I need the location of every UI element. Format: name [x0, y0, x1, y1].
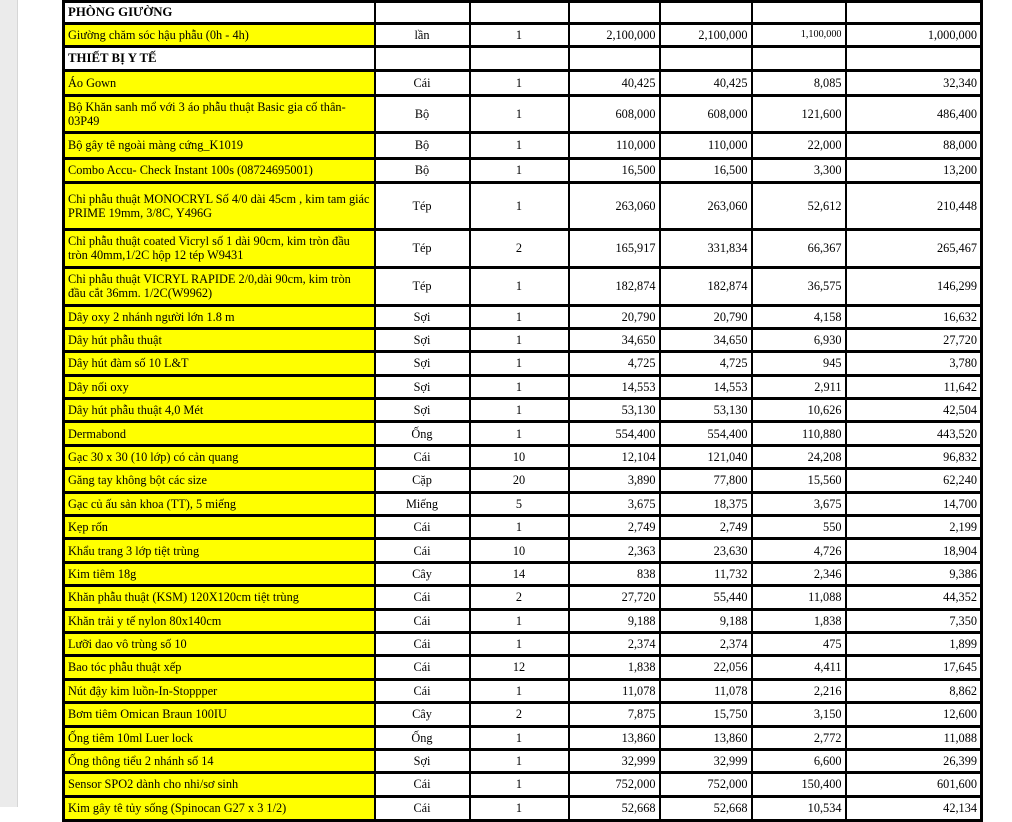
unit-price-cell: 20,790 [569, 305, 660, 328]
price-col-3-cell: 6,600 [752, 749, 846, 772]
unit-cell [375, 2, 470, 24]
unit-cell: Cái [375, 539, 470, 562]
price-col-4-cell: 13,200 [846, 158, 982, 183]
item-name-cell: Chỉ phẫu thuật VICRYL RAPIDE 2/0,dài 90cm, kim tròn đầu cắt 36mm. 1/2C(W9962) [64, 267, 375, 305]
unit-cell: Ống [375, 726, 470, 749]
price-col-4-cell: 14,700 [846, 492, 982, 515]
amount-cell: 608,000 [660, 96, 752, 133]
item-name-cell: Giường chăm sóc hậu phẫu (0h - 4h) [64, 23, 375, 47]
amount-cell: 2,100,000 [660, 23, 752, 47]
unit-cell: Cái [375, 679, 470, 702]
unit-price-cell: 3,890 [569, 469, 660, 492]
table-row [64, 399, 982, 422]
table-row [64, 96, 982, 133]
qty-cell: 1 [470, 183, 569, 230]
item-name-cell: Kim gây tê tủy sống (Spinocan G27 x 3 1/2) [64, 796, 375, 820]
qty-cell: 1 [470, 516, 569, 539]
price-col-4-cell: 146,299 [846, 267, 982, 305]
item-name-cell: Găng tay không bột các size [64, 469, 375, 492]
table-row [64, 23, 982, 47]
table-row [64, 445, 982, 468]
unit-price-cell: 14,553 [569, 375, 660, 398]
qty-cell: 5 [470, 492, 569, 515]
table-row [64, 726, 982, 749]
table-row [64, 71, 982, 96]
table-row [64, 375, 982, 398]
qty-cell: 1 [470, 352, 569, 375]
unit-price-cell: 53,130 [569, 399, 660, 422]
section-row [64, 2, 982, 24]
price-col-4-cell: 27,720 [846, 328, 982, 351]
item-name-cell: Dây hút đàm số 10 L&T [64, 352, 375, 375]
price-col-4-cell: 16,632 [846, 305, 982, 328]
unit-price-cell: 110,000 [569, 133, 660, 159]
table-row [64, 632, 982, 655]
amount-cell [660, 2, 752, 24]
amount-cell: 263,060 [660, 183, 752, 230]
unit-cell: Sợi [375, 305, 470, 328]
item-name-cell: Gạc củ ấu sản khoa (TT), 5 miếng [64, 492, 375, 515]
price-col-4-cell: 1,000,000 [846, 23, 982, 47]
amount-cell: 182,874 [660, 267, 752, 305]
unit-cell: lần [375, 23, 470, 47]
table-row [64, 230, 982, 268]
unit-price-cell: 4,725 [569, 352, 660, 375]
amount-cell: 55,440 [660, 586, 752, 609]
amount-cell: 110,000 [660, 133, 752, 159]
price-col-3-cell: 3,675 [752, 492, 846, 515]
amount-cell: 11,078 [660, 679, 752, 702]
price-col-3-cell: 2,772 [752, 726, 846, 749]
qty-cell: 1 [470, 749, 569, 772]
item-name-cell: Combo Accu- Check Instant 100s (08724695001) [64, 158, 375, 183]
amount-cell: 15,750 [660, 703, 752, 726]
qty-cell [470, 47, 569, 71]
table-row [64, 562, 982, 585]
price-col-3-cell: 150,400 [752, 773, 846, 796]
price-col-3-cell: 3,300 [752, 158, 846, 183]
qty-cell: 1 [470, 796, 569, 820]
qty-cell: 1 [470, 773, 569, 796]
amount-cell: 77,800 [660, 469, 752, 492]
price-col-3-cell: 15,560 [752, 469, 846, 492]
amount-cell: 13,860 [660, 726, 752, 749]
qty-cell: 2 [470, 703, 569, 726]
item-name-cell: Dây nối oxy [64, 375, 375, 398]
unit-cell: Cái [375, 516, 470, 539]
unit-price-cell: 1,838 [569, 656, 660, 679]
item-name-cell: Gạc 30 x 30 (10 lớp) có cản quang [64, 445, 375, 468]
unit-price-cell: 52,668 [569, 796, 660, 820]
price-col-3-cell: 2,346 [752, 562, 846, 585]
amount-cell: 18,375 [660, 492, 752, 515]
item-name-cell: Khăn trải y tế nylon 80x140cm [64, 609, 375, 632]
price-col-4-cell [846, 47, 982, 71]
unit-price-cell: 2,100,000 [569, 23, 660, 47]
qty-cell: 1 [470, 23, 569, 47]
price-col-4-cell: 8,862 [846, 679, 982, 702]
table-row [64, 469, 982, 492]
qty-cell: 1 [470, 632, 569, 655]
price-col-3-cell: 2,216 [752, 679, 846, 702]
unit-cell: Ống [375, 422, 470, 445]
section-title-cell: THIẾT BỊ Y TẾ [64, 47, 375, 71]
price-col-3-cell: 4,726 [752, 539, 846, 562]
unit-price-cell: 3,675 [569, 492, 660, 515]
unit-cell: Tép [375, 183, 470, 230]
billing-table [62, 0, 983, 822]
qty-cell: 1 [470, 399, 569, 422]
price-col-4-cell: 265,467 [846, 230, 982, 268]
item-name-cell: Khăn phẫu thuật (KSM) 120X120cm tiệt trùng [64, 586, 375, 609]
price-col-4-cell: 12,600 [846, 703, 982, 726]
unit-cell: Bộ [375, 158, 470, 183]
price-col-4-cell: 44,352 [846, 586, 982, 609]
qty-cell: 1 [470, 726, 569, 749]
qty-cell: 1 [470, 96, 569, 133]
unit-price-cell [569, 2, 660, 24]
price-col-4-cell: 1,899 [846, 632, 982, 655]
price-col-3-cell: 1,838 [752, 609, 846, 632]
item-name-cell: Ống thông tiểu 2 nhánh số 14 [64, 749, 375, 772]
amount-cell: 2,374 [660, 632, 752, 655]
price-col-3-cell: 110,880 [752, 422, 846, 445]
qty-cell: 1 [470, 679, 569, 702]
amount-cell: 52,668 [660, 796, 752, 820]
unit-price-cell: 165,917 [569, 230, 660, 268]
price-col-3-cell: 6,930 [752, 328, 846, 351]
amount-cell: 11,732 [660, 562, 752, 585]
item-name-cell: Bao tóc phẫu thuật xếp [64, 656, 375, 679]
unit-price-cell: 2,363 [569, 539, 660, 562]
item-name-cell: Chỉ phẫu thuật coated Vicryl số 1 dài 90cm, kim tròn đầu tròn 40mm,1/2C hộp 12 tép W9431 [64, 230, 375, 268]
price-col-4-cell: 26,399 [846, 749, 982, 772]
table-row [64, 158, 982, 183]
price-col-4-cell: 42,504 [846, 399, 982, 422]
unit-cell: Miếng [375, 492, 470, 515]
price-col-4-cell: 18,904 [846, 539, 982, 562]
price-col-4-cell: 486,400 [846, 96, 982, 133]
price-col-4-cell: 62,240 [846, 469, 982, 492]
unit-price-cell: 7,875 [569, 703, 660, 726]
unit-cell: Cái [375, 796, 470, 820]
price-col-3-cell: 2,911 [752, 375, 846, 398]
price-col-3-cell: 4,158 [752, 305, 846, 328]
unit-price-cell: 608,000 [569, 96, 660, 133]
unit-cell: Tép [375, 267, 470, 305]
qty-cell: 2 [470, 586, 569, 609]
unit-price-cell [569, 47, 660, 71]
unit-cell: Cái [375, 773, 470, 796]
qty-cell: 14 [470, 562, 569, 585]
amount-cell: 331,834 [660, 230, 752, 268]
item-name-cell: Dây oxy 2 nhánh người lớn 1.8 m [64, 305, 375, 328]
table-row [64, 183, 982, 230]
price-col-4-cell: 96,832 [846, 445, 982, 468]
price-col-3-cell: 52,612 [752, 183, 846, 230]
table-row [64, 773, 982, 796]
unit-price-cell: 40,425 [569, 71, 660, 96]
unit-price-cell: 182,874 [569, 267, 660, 305]
price-col-3-cell: 24,208 [752, 445, 846, 468]
table-row [64, 539, 982, 562]
amount-cell: 34,650 [660, 328, 752, 351]
amount-cell: 40,425 [660, 71, 752, 96]
table-row [64, 656, 982, 679]
item-name-cell: Dây hút phẫu thuật 4,0 Mét [64, 399, 375, 422]
item-name-cell: Áo Gown [64, 71, 375, 96]
unit-price-cell: 9,188 [569, 609, 660, 632]
unit-price-cell: 263,060 [569, 183, 660, 230]
unit-cell: Sợi [375, 749, 470, 772]
amount-cell [660, 47, 752, 71]
amount-cell: 16,500 [660, 158, 752, 183]
qty-cell: 1 [470, 375, 569, 398]
price-col-3-cell: 945 [752, 352, 846, 375]
section-row [64, 47, 982, 71]
amount-cell: 14,553 [660, 375, 752, 398]
price-col-3-cell: 10,534 [752, 796, 846, 820]
price-col-4-cell: 32,340 [846, 71, 982, 96]
price-col-4-cell: 210,448 [846, 183, 982, 230]
qty-cell [470, 2, 569, 24]
item-name-cell: Dây hút phẫu thuật [64, 328, 375, 351]
qty-cell: 20 [470, 469, 569, 492]
price-col-3-cell [752, 47, 846, 71]
unit-cell: Cây [375, 703, 470, 726]
qty-cell: 10 [470, 445, 569, 468]
amount-cell: 32,999 [660, 749, 752, 772]
price-col-4-cell: 2,199 [846, 516, 982, 539]
price-col-4-cell: 9,386 [846, 562, 982, 585]
amount-cell: 9,188 [660, 609, 752, 632]
unit-price-cell: 11,078 [569, 679, 660, 702]
price-col-3-cell: 121,600 [752, 96, 846, 133]
unit-price-cell: 752,000 [569, 773, 660, 796]
table-row [64, 609, 982, 632]
table-row [64, 679, 982, 702]
qty-cell: 10 [470, 539, 569, 562]
price-col-4-cell: 601,600 [846, 773, 982, 796]
amount-cell: 53,130 [660, 399, 752, 422]
price-col-3-cell [752, 2, 846, 24]
amount-cell: 554,400 [660, 422, 752, 445]
table-row [64, 586, 982, 609]
qty-cell: 1 [470, 158, 569, 183]
section-title-cell: PHÒNG GIƯỜNG [64, 2, 375, 24]
qty-cell: 1 [470, 609, 569, 632]
unit-cell: Cặp [375, 469, 470, 492]
item-name-cell: Kim tiêm 18g [64, 562, 375, 585]
unit-cell: Cái [375, 445, 470, 468]
price-col-4-cell: 443,520 [846, 422, 982, 445]
unit-price-cell: 838 [569, 562, 660, 585]
unit-price-cell: 2,374 [569, 632, 660, 655]
price-col-3-cell: 550 [752, 516, 846, 539]
table-row [64, 305, 982, 328]
table-row [64, 133, 982, 159]
unit-cell: Cái [375, 609, 470, 632]
unit-price-cell: 2,749 [569, 516, 660, 539]
unit-cell: Sợi [375, 399, 470, 422]
unit-cell: Sợi [375, 375, 470, 398]
table-row [64, 492, 982, 515]
unit-price-cell: 554,400 [569, 422, 660, 445]
item-name-cell: Bộ Khăn sanh mổ với 3 áo phẫu thuật Basic gia cố thân-03P49 [64, 96, 375, 133]
item-name-cell: Ống tiêm 10ml Luer lock [64, 726, 375, 749]
unit-price-cell: 27,720 [569, 586, 660, 609]
price-col-4-cell: 11,088 [846, 726, 982, 749]
price-col-3-cell: 10,626 [752, 399, 846, 422]
table-row [64, 328, 982, 351]
qty-cell: 1 [470, 305, 569, 328]
price-col-3-cell: 36,575 [752, 267, 846, 305]
unit-cell: Bộ [375, 96, 470, 133]
page-edge-strip [0, 0, 18, 807]
item-name-cell: Khẩu trang 3 lớp tiệt trùng [64, 539, 375, 562]
unit-cell: Cây [375, 562, 470, 585]
unit-cell: Sợi [375, 352, 470, 375]
unit-price-cell: 12,104 [569, 445, 660, 468]
item-name-cell: Kẹp rốn [64, 516, 375, 539]
amount-cell: 4,725 [660, 352, 752, 375]
qty-cell: 1 [470, 71, 569, 96]
qty-cell: 1 [470, 133, 569, 159]
unit-cell [375, 47, 470, 71]
amount-cell: 20,790 [660, 305, 752, 328]
amount-cell: 121,040 [660, 445, 752, 468]
price-col-4-cell: 3,780 [846, 352, 982, 375]
item-name-cell: Sensor SPO2 dành cho nhi/sơ sinh [64, 773, 375, 796]
amount-cell: 2,749 [660, 516, 752, 539]
price-col-4-cell: 11,642 [846, 375, 982, 398]
unit-cell: Cái [375, 632, 470, 655]
table-row [64, 267, 982, 305]
price-col-3-cell: 3,150 [752, 703, 846, 726]
unit-price-cell: 34,650 [569, 328, 660, 351]
price-col-3-cell: 11,088 [752, 586, 846, 609]
unit-cell: Tép [375, 230, 470, 268]
item-name-cell: Nút đậy kim luồn-In-Stoppper [64, 679, 375, 702]
price-col-3-cell: 1,100,000 [752, 23, 846, 47]
table-row [64, 703, 982, 726]
item-name-cell: Bộ gây tê ngoài màng cứng_K1019 [64, 133, 375, 159]
table-row [64, 796, 982, 820]
price-col-4-cell: 7,350 [846, 609, 982, 632]
unit-cell: Cái [375, 656, 470, 679]
qty-cell: 1 [470, 422, 569, 445]
table-row [64, 352, 982, 375]
item-name-cell: Dermabond [64, 422, 375, 445]
qty-cell: 1 [470, 328, 569, 351]
table-row [64, 422, 982, 445]
unit-cell: Sợi [375, 328, 470, 351]
qty-cell: 2 [470, 230, 569, 268]
price-col-4-cell: 42,134 [846, 796, 982, 820]
qty-cell: 1 [470, 267, 569, 305]
price-col-4-cell: 17,645 [846, 656, 982, 679]
billing-table-body [64, 2, 982, 821]
unit-price-cell: 16,500 [569, 158, 660, 183]
amount-cell: 22,056 [660, 656, 752, 679]
amount-cell: 752,000 [660, 773, 752, 796]
unit-cell: Cái [375, 586, 470, 609]
table-row [64, 749, 982, 772]
unit-cell: Bộ [375, 133, 470, 159]
unit-price-cell: 13,860 [569, 726, 660, 749]
table-row [64, 516, 982, 539]
item-name-cell: Bơm tiêm Omican Braun 100IU [64, 703, 375, 726]
item-name-cell: Lưỡi dao vô trùng số 10 [64, 632, 375, 655]
price-col-3-cell: 4,411 [752, 656, 846, 679]
price-col-4-cell: 88,000 [846, 133, 982, 159]
price-col-3-cell: 22,000 [752, 133, 846, 159]
price-col-3-cell: 8,085 [752, 71, 846, 96]
unit-cell: Cái [375, 71, 470, 96]
amount-cell: 23,630 [660, 539, 752, 562]
item-name-cell: Chỉ phẫu thuật MONOCRYL Số 4/0 dài 45cm , kim tam giác PRIME 19mm, 3/8C, Y496G [64, 183, 375, 230]
qty-cell: 12 [470, 656, 569, 679]
unit-price-cell: 32,999 [569, 749, 660, 772]
price-col-3-cell: 475 [752, 632, 846, 655]
price-col-3-cell: 66,367 [752, 230, 846, 268]
price-col-4-cell [846, 2, 982, 24]
